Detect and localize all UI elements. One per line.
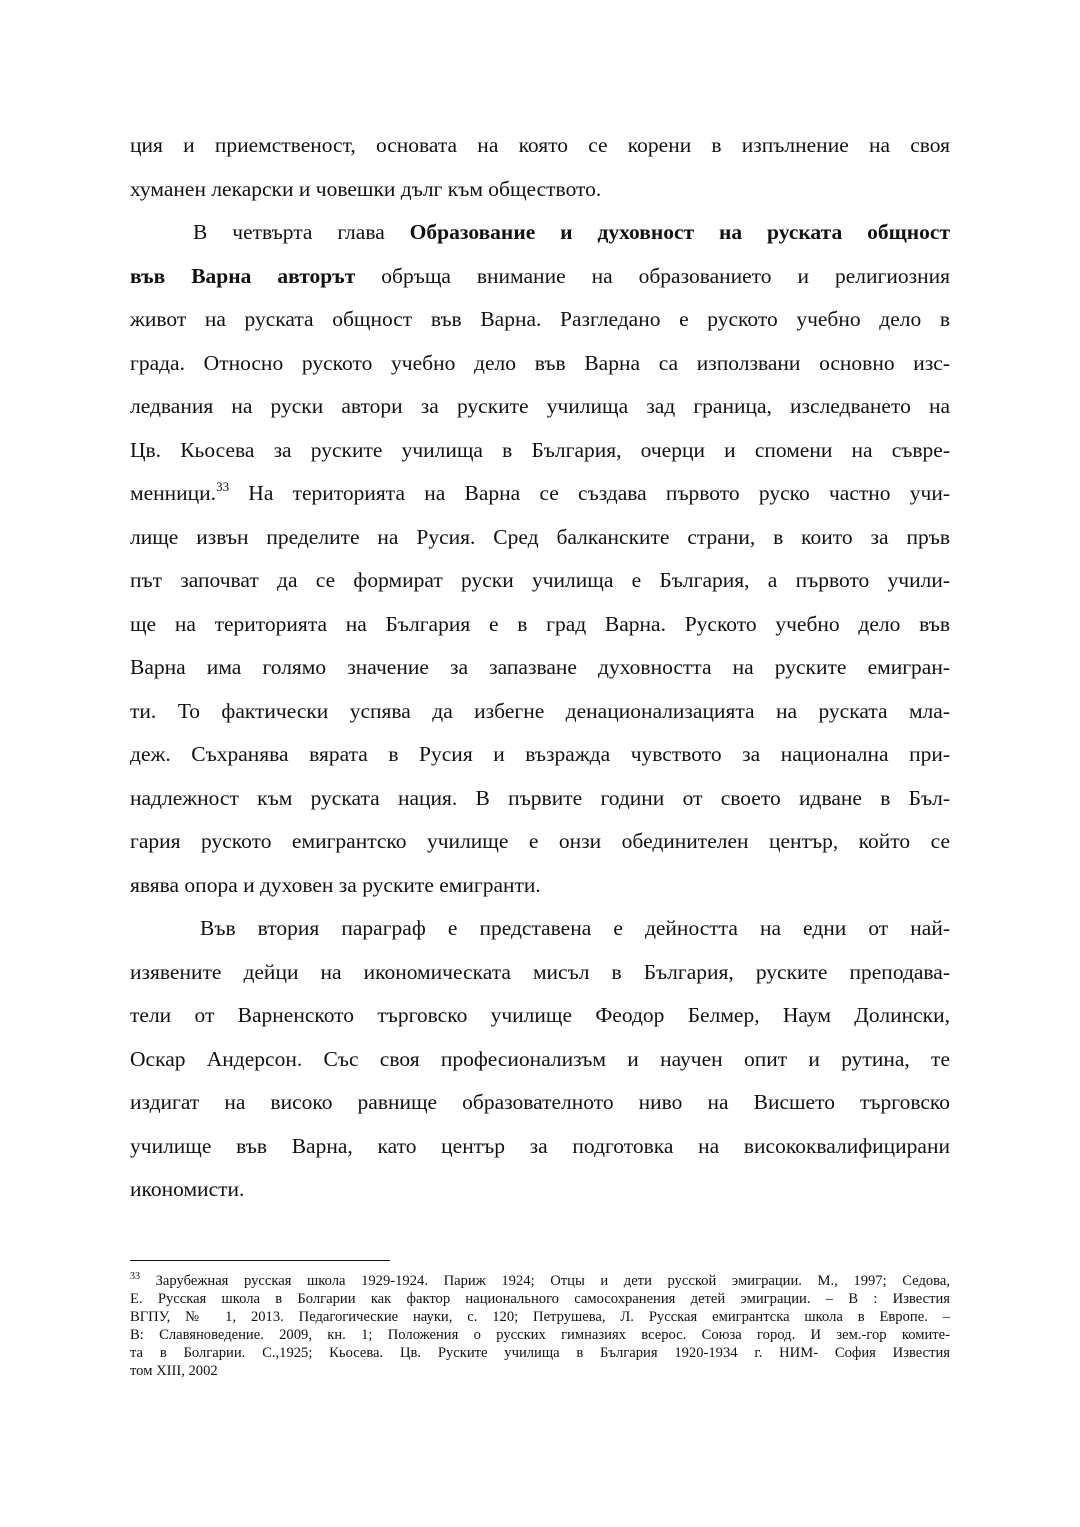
text-line: живот на руската общност във Варна. Разгледано е руското учебно дело в xyxy=(130,307,950,331)
text-run: обръща внимание на образованието и религиозния xyxy=(355,263,951,288)
text-line: икономисти. xyxy=(130,1177,245,1201)
text-line: надлежност към руската нация. В първите години от своето идване в Бъл- xyxy=(130,785,950,810)
text-line: път започват да се формират руски училища е България, а първото учили- xyxy=(130,568,950,592)
text-line: хуманен лекарски и човешки дълг към обществото. xyxy=(130,176,602,201)
text-run: менници. xyxy=(130,481,217,505)
paragraph xyxy=(130,907,950,1212)
text-line: тели от Варненското търговско училище Феодор Белмер, Наум Долински, xyxy=(130,1003,950,1027)
text-line: Оскар Андерсон. Със своя професионализъм и научен опит и рутина, те xyxy=(130,1046,950,1071)
text-line xyxy=(130,472,950,516)
text-line: гария руското емигрантско училище е онзи обединителен център, който се xyxy=(130,829,950,853)
text-line: ти. То фактически успява да избегне денационализацията на руската мла- xyxy=(130,698,950,723)
document-body xyxy=(130,124,950,1212)
text-line: изявените дейци на икономическата мисъл в България, руските преподава- xyxy=(130,959,950,984)
footnote-line: ВГПУ, № 1, 2013. Педагогические науки, с. 120; Петрушева, Л. Русская емигрантска школа в Европе. – xyxy=(130,1309,950,1325)
footnote-separator xyxy=(130,1260,390,1261)
footnote-reference: 33 xyxy=(216,479,230,494)
text-line: деж. Съхранява вярата в Русия и възражда чувството за национална при- xyxy=(130,742,950,766)
footnote-line: том XIII, 2002 xyxy=(130,1363,218,1379)
text-line: ще на територията на България е в град Варна. Руското учебно дело във xyxy=(130,611,950,636)
text-run: В четвърта глава xyxy=(193,220,410,244)
text-line xyxy=(130,255,950,299)
text-line xyxy=(130,211,950,255)
footnote xyxy=(130,1272,950,1380)
footnote-line xyxy=(130,1272,950,1290)
text-run: На територията на Варна се създава първото руско частно учи- xyxy=(229,481,950,505)
footnote-line: та в Болгарии. С.,1925; Кьосева. Цв. Руските училища в България 1920-1934 г. НИМ- София Известия xyxy=(130,1345,950,1361)
chapter-title-bold: Образование и духовност на руската общност xyxy=(409,220,951,244)
text-line: ция и приемственост, основата на която се корени в изпълнение на своя xyxy=(130,133,950,157)
paragraph xyxy=(130,124,950,211)
text-line: Цв. Кьосева за руските училища в България, очерци и спомени на съвре- xyxy=(130,437,950,462)
text-run: Зарубежная русская школа 1929-1924. Париж 1924; Отцы и дети русской эмиграции. М., 1997; Седова, xyxy=(140,1273,950,1289)
text-line: издигат на високо равнище образователното ниво на Висшето търговско xyxy=(130,1090,950,1114)
text-line: Варна има голямо значение за запазване духовността на руските емигран- xyxy=(130,655,950,679)
chapter-title-bold: във Варна авторът xyxy=(130,263,356,288)
footnote-line: В: Славяноведение. 2009, кн. 1; Положения о русских гимназиях всерос. Союза город. И зем.-гор комите- xyxy=(130,1327,950,1343)
text-line: ледвания на руски автори за руските училища зад граница, изследването на xyxy=(130,394,950,418)
text-line: града. Относно руското учебно дело във Варна са използвани основно изс- xyxy=(130,350,950,375)
text-line: явява опора и духовен за руските емигранти. xyxy=(130,872,541,897)
text-line: Във втория параграф е представена е дейността на едни от най- xyxy=(200,916,950,940)
footnote-marker: 33 xyxy=(130,1271,140,1282)
paragraph xyxy=(130,211,950,907)
footnote-line: Е. Русская школа в Болгарии как фактор национального самосохранения детей эмиграции. – В : Известия xyxy=(130,1291,950,1307)
text-line: лище извън пределите на Русия. Сред балканските страни, в които за пръв xyxy=(130,524,950,549)
text-line: училище във Варна, като център за подготовка на висококвалифицирани xyxy=(130,1133,950,1158)
